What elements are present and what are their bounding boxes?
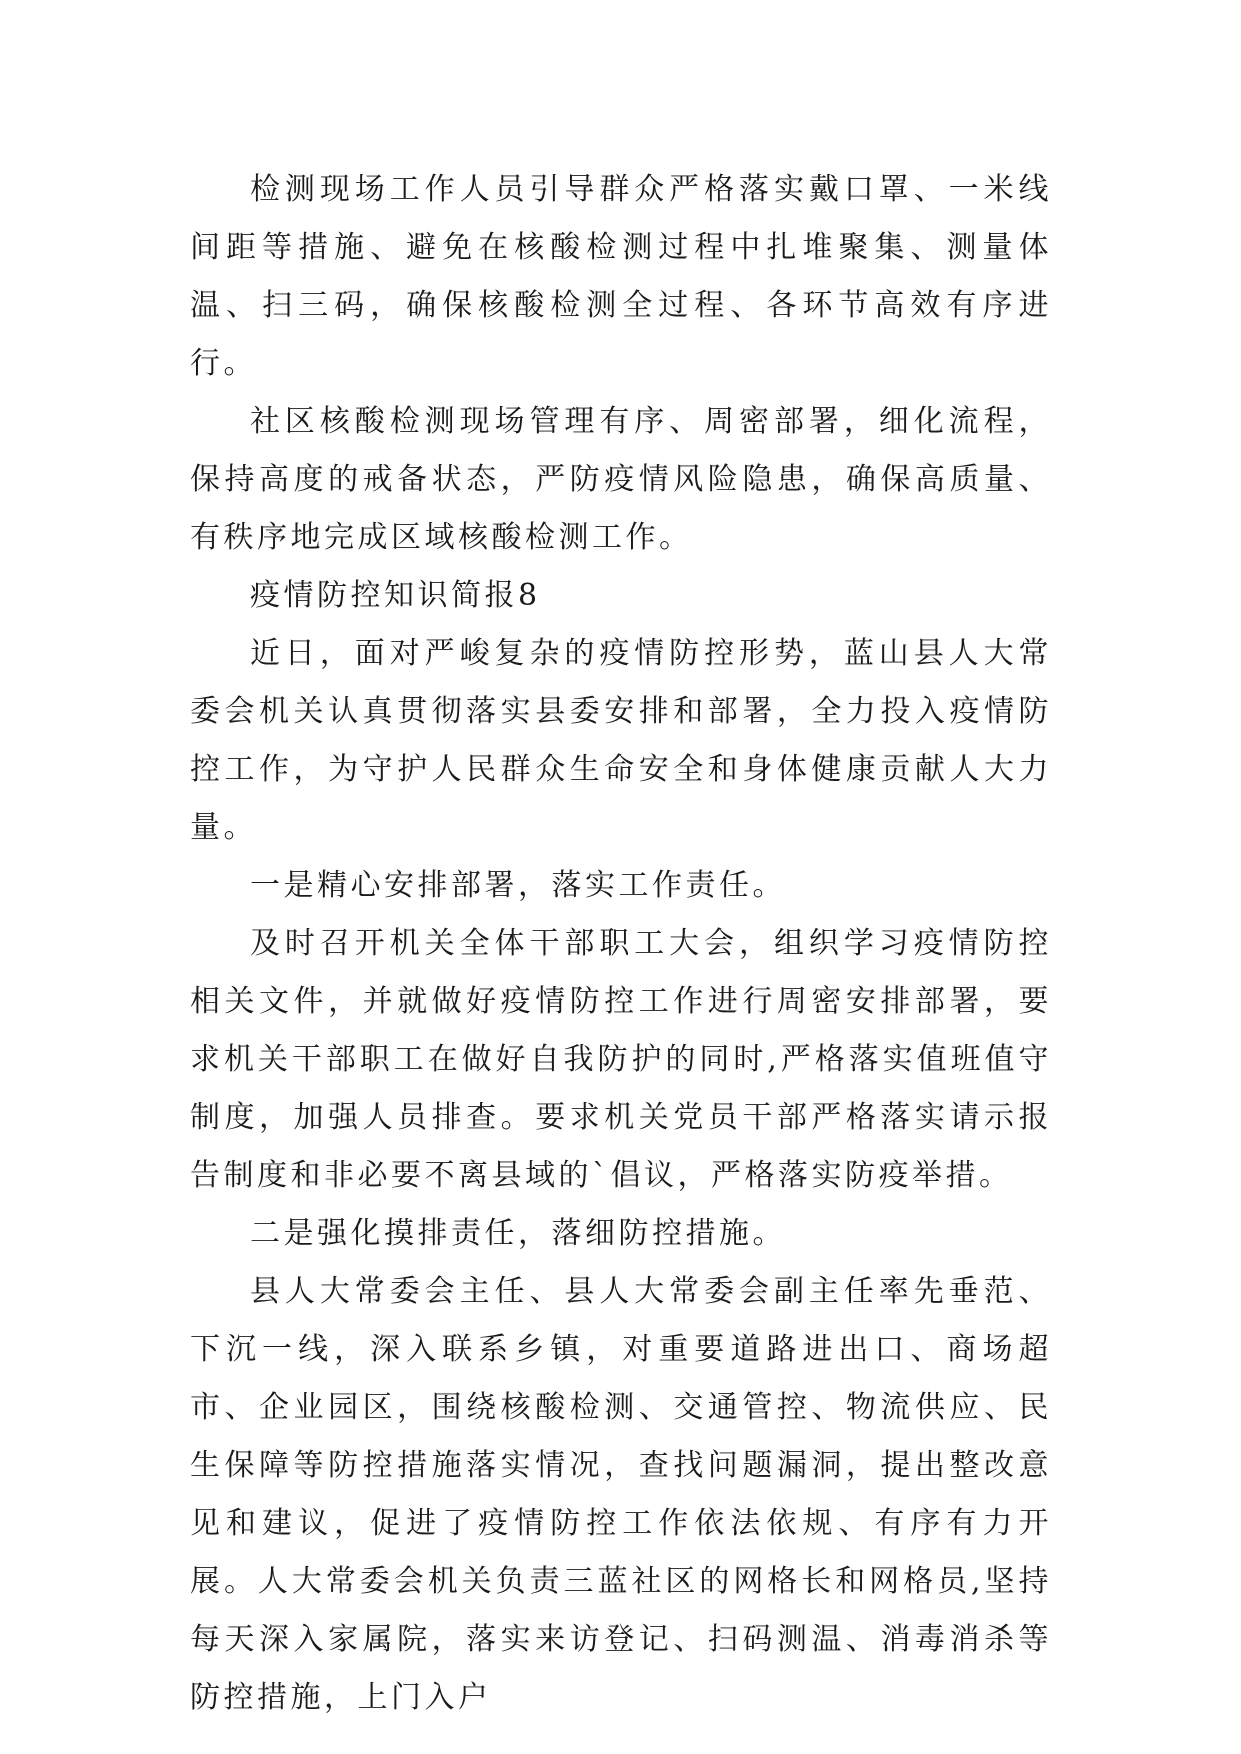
paragraph-staff-meeting: 及时召开机关全体干部职工大会，组织学习疫情防控相关文件，并就做好疫情防控工作进行周密安排部署，要求机关干部职工在做好自我防护的同时,严格落实值班值守制度，加强人员排查。要求机关党员干部严格落实请示报告制度和非必要不离县域的`倡议，严格落实防疫举措。	[190, 926, 1052, 1193]
paragraph-lanshan-overview: 近日，面对严峻复杂的疫情防控形势，蓝山县人大常委会机关认真贯彻落实县委安排和部署，全力投入疫情防控工作，为守护人民群众生命安全和身体健康贡献人大力量。	[190, 636, 1052, 845]
section-heading-briefing-8: 疫情防控知识简报8	[250, 578, 541, 613]
document-body	[190, 161, 1052, 1727]
paragraph-leadership-frontline: 县人大常委会主任、县人大常委会副主任率先垂范、下沉一线，深入联系乡镇，对重要道路进出口、商场超市、企业园区，围绕核酸检测、交通管控、物流供应、民生保障等防控措施落实情况，查找问题漏洞，提出整改意见和建议，促进了疫情防控工作依法依规、有序有力开展。人大常委会机关负责三蓝社区的网格长和网格员,坚持每天深入家属院，落实来访登记、扫码测温、消毒消杀等防控措施，上门入户	[190, 1274, 1052, 1715]
subheading-point-one: 一是精心安排部署，落实工作责任。	[250, 868, 786, 903]
subheading-point-two: 二是强化摸排责任，落细防控措施。	[250, 1216, 786, 1251]
paragraph-testing-site-guidance: 检测现场工作人员引导群众严格落实戴口罩、一米线间距等措施、避免在核酸检测过程中扎堆聚集、测量体温、扫三码，确保核酸检测全过程、各环节高效有序进行。	[190, 172, 1052, 381]
paragraph-community-testing-management: 社区核酸检测现场管理有序、周密部署，细化流程，保持高度的戒备状态，严防疫情风险隐患，确保高质量、有秩序地完成区域核酸检测工作。	[190, 404, 1052, 555]
